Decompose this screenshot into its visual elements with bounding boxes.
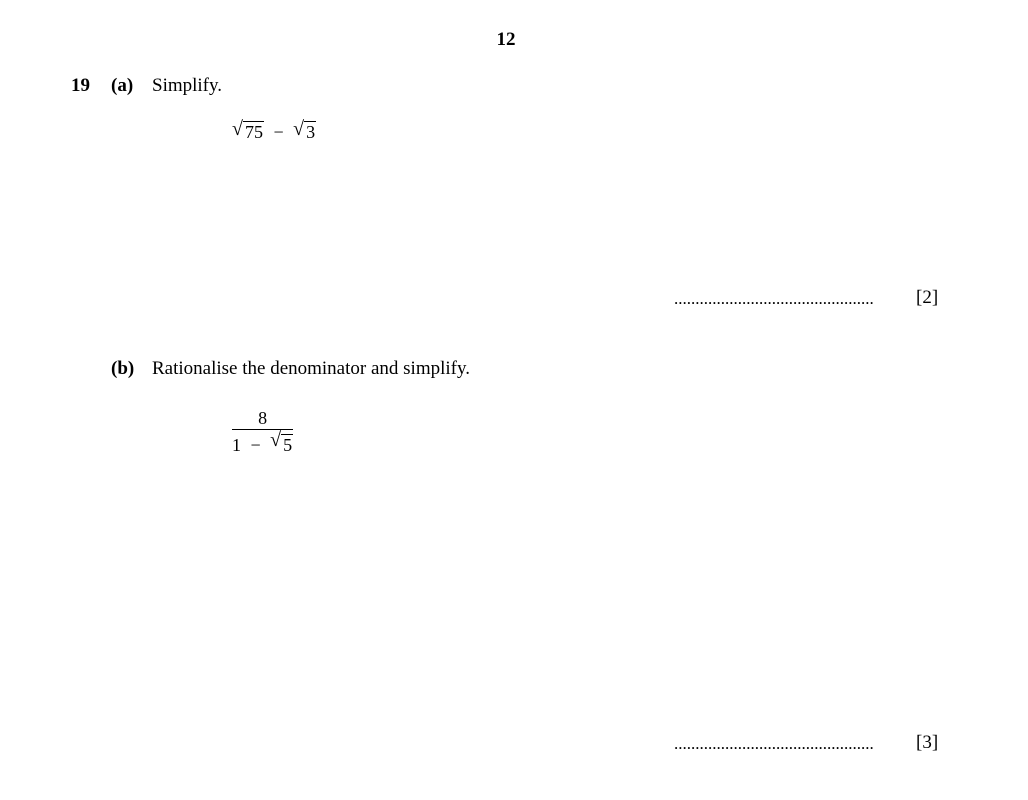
part-b-label: (b) [111, 358, 135, 379]
part-a-expression [232, 118, 316, 143]
part-a-answer-line[interactable]: ............................................... [674, 289, 874, 308]
part-a-marks: [2] [916, 287, 939, 308]
part-b-instruction: Rationalise the denominator and simplify. [152, 358, 471, 379]
page-number: 12 [496, 29, 516, 50]
part-b-fraction [232, 409, 293, 454]
radical-sign-icon: √ [293, 118, 305, 140]
fraction-numerator: 8 [232, 409, 293, 430]
sqrt-5 [270, 429, 293, 455]
radicand-75: 75 [245, 122, 263, 142]
fraction-denominator [232, 430, 293, 454]
part-b-answer-line[interactable]: ............................................... [674, 734, 874, 753]
denominator-term: 1 [232, 435, 241, 455]
sqrt-75 [232, 118, 264, 143]
radicand-5: 5 [283, 435, 293, 455]
part-b-marks: [3] [916, 732, 939, 753]
minus-operator: − [273, 122, 284, 142]
sqrt-3 [293, 118, 316, 143]
part-a-instruction: Simplify. [152, 75, 223, 96]
minus-operator: − [250, 435, 261, 455]
part-a-label: (a) [111, 75, 134, 96]
radical-sign-icon: √ [232, 118, 243, 140]
radicand-3: 3 [306, 122, 316, 142]
question-number: 19 [71, 75, 90, 96]
radical-sign-icon: √ [270, 429, 282, 451]
